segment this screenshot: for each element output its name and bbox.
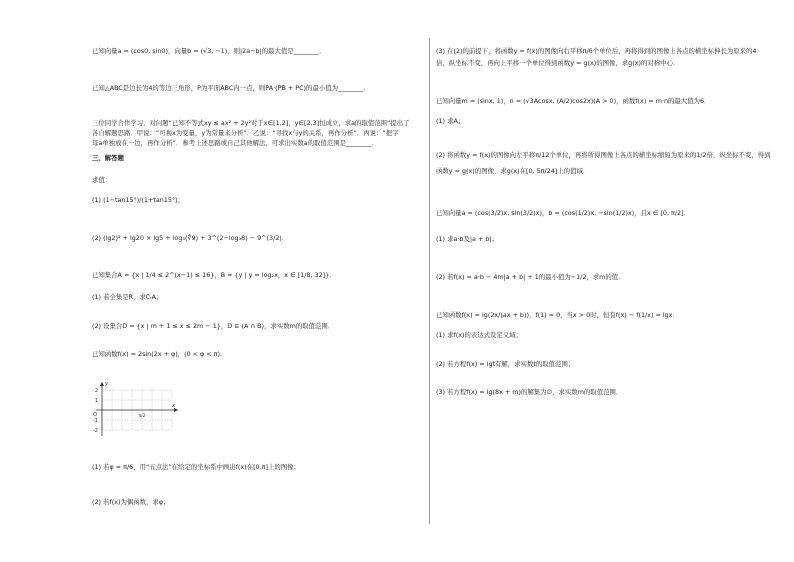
question-function-part-2: (2) 若f(x)为偶函数，求φ； bbox=[92, 498, 170, 506]
question-cooperation-line-1: 三位同学合作学习，对问题“已知不等式xy ≤ ax² + 2y²对于x∈[1,2]，y∈[2,3]恒成立，求a的取值范围”提出了 bbox=[92, 119, 410, 127]
question-function-part-3-line-2: 倍，纵坐标不变，再向上平移一个单位得到函数y = g(x)的图像，求g(x)的对称中心． bbox=[436, 59, 680, 67]
question-equilateral-triangle: 已知△ABC是边长为4的等边三角形，P为平面ABC内一点，则PA·(PB + PC)的最小值为________． bbox=[92, 84, 370, 92]
question-vectors-mn-part-2-line-1: (2) 将函数y = f(x)的图像向左平移π/12个单位，再将所得图像上各点的横坐标缩短为原来的1/2倍，纵坐标不变，得到 bbox=[436, 151, 771, 159]
question-vectors-mn-part-1: (1) 求A； bbox=[436, 117, 465, 125]
y-tick-label: -1 bbox=[93, 418, 98, 424]
section-title: 三、解答题 bbox=[92, 154, 124, 162]
x-axis-label: x bbox=[172, 403, 176, 409]
question-compute-part-1: (1) (1−tan15°)/(1+tan15°)； bbox=[92, 196, 185, 204]
question-set-part-1: (1) 若全集是R，求∁ᵣA； bbox=[92, 293, 163, 301]
question-compute-part-2: (2) (lg2)² + lg20 × lg5 + log₃(∜9) + 3^(2−log₃8) − 9^(3/2)． bbox=[92, 234, 289, 242]
question-function: 已知函数f(x) = 2sin(2x + φ)，(0 < φ < π)． bbox=[92, 350, 227, 358]
question-vectors-mn: 已知向量m = (sinx, 1)，n = (√3Acosx, (A/2)cos2x)(A > 0)，函数f(x) = m·n的最大值为6． bbox=[436, 97, 711, 105]
question-log-function-part-3: (3) 若方程f(x) = lg(8x + m)的解集为∅，求实数m的取值范围． bbox=[436, 388, 623, 396]
question-cooperation-line-3: 母a单独放在一边，再作分析”．参考上述思路或自己其他解法，可求出实数a的取值范围是________． bbox=[92, 139, 378, 147]
x-tick-label: O bbox=[93, 412, 97, 418]
question-function-part-3-line-1: (3) 在(2)的前提下，将函数y = f(x)的图像向右平移π/6个单位后，再将得到的图像上各点的横坐标伸长为原来的4 bbox=[436, 47, 757, 55]
column-divider bbox=[429, 38, 430, 524]
question-set: 已知集合A = {x | 1/4 ≤ 2^(x−1) ≤ 16}，B = {y | y = log₂x，x ∈ [1/8, 32]}． bbox=[92, 271, 336, 279]
question-vectors-ab: 已知向量a = (cos(3/2)x, sin(3/2)x)，b = (cos(1/2)x, −sin(1/2)x)，且x ∈ [0, π/2]． bbox=[436, 209, 691, 217]
coordinate-grid-chart bbox=[88, 362, 188, 452]
question-vectors-ab-part-2: (2) 若f(x) = a·b − 4m|a + b| + 1的最小值为−1/2，求m的值． bbox=[436, 273, 625, 281]
y-axis-label: y bbox=[105, 381, 109, 387]
question-function-part-1: (1) 若φ = π/6，用“五点法”在给定的坐标系中画出f(x)在[0,π]上的图像； bbox=[92, 463, 300, 471]
question-vectors-mn-part-2-line-2: 函数y = g(x)的图像，求g(x)在[0, 5π/24]上的值域． bbox=[436, 167, 590, 175]
question-compute: 求值： bbox=[92, 176, 112, 184]
y-tick-label: 2 bbox=[94, 388, 98, 394]
question-vector-max: 已知向量a = (cos0, sin0)，向量b = (√3, −1)，则|2a−b|的最大值是________． bbox=[92, 47, 326, 55]
question-log-function-part-2: (2) 若方程f(x) = lgt有解，求实数t的取值范围； bbox=[436, 360, 575, 368]
y-tick-label: 1 bbox=[94, 398, 98, 404]
question-log-function-part-1: (1) 求f(x)的表达式及定义域； bbox=[436, 331, 523, 339]
question-log-function: 已知函数f(x) = lg(2x/(ax + b))，f(1) = 0，当x > 0时，恒有f(x) − f(1/x) = lgx． bbox=[436, 311, 679, 319]
y-tick-label: -2 bbox=[93, 428, 98, 434]
x-tick-label: π/2 bbox=[138, 414, 146, 419]
question-cooperation-line-2: 各自解题思路．甲说：“可视x为变量，y为常量来分析”．乙说：“寻找x与y的关系，再作分析”．丙说：“把字 bbox=[92, 129, 399, 137]
question-set-part-2: (2) 设集合D = {x | m + 1 ≤ x ≤ 2m − 1}，D ⊆ (A ∩ B)，求实数m的取值范围． bbox=[92, 322, 335, 330]
question-vectors-ab-part-1: (1) 求a·b及|a + b|； bbox=[436, 235, 498, 243]
y-axis-arrow bbox=[100, 382, 104, 386]
